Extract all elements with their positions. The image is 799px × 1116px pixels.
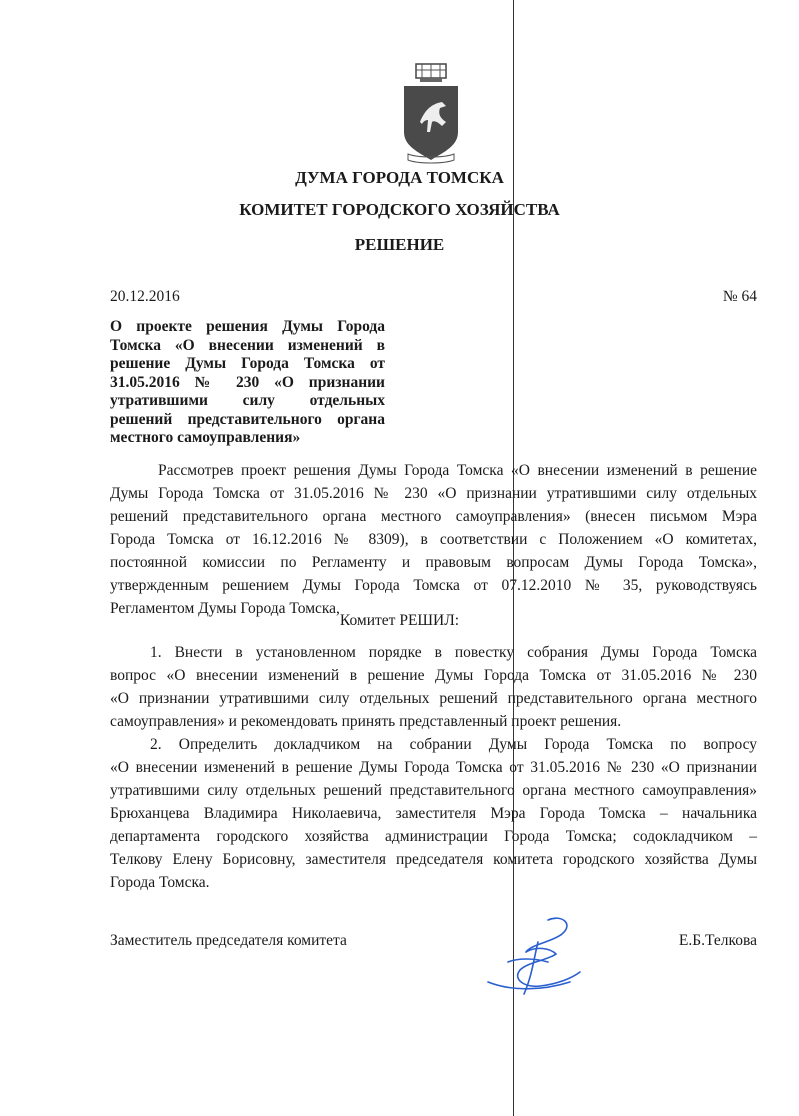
resolved-heading: Комитет РЕШИЛ:	[339, 612, 460, 629]
text-line: утвержденным решением Думы Города Томска от 07.12.2010 № 35, руководствуясь	[110, 577, 757, 594]
document-subject	[110, 318, 385, 448]
text-line: 1. Внести в установленном порядке в повестку собрания Думы Города Томска	[150, 644, 757, 661]
handwritten-signature	[478, 912, 588, 1002]
text-line: Телкову Елену Борисовну, заместителя председателя комитета городского хозяйства Думы	[110, 851, 757, 868]
text-line: Регламентом Думы Города Томска,	[110, 600, 340, 617]
item-1-paragraph	[110, 641, 757, 733]
org-title: ДУМА ГОРОДА ТОМСКА	[295, 168, 504, 187]
document-date: 20.12.2016	[110, 288, 180, 305]
signatory-name: Е.Б.Телкова	[678, 932, 757, 949]
subject-line: утратившими силу отдельных	[110, 392, 385, 409]
text-line: самоуправления» и рекомендовать принять представленный проект решения.	[110, 713, 622, 730]
text-line: вопрос «О внесении изменений в решение Думы Города Томска от 31.05.2016 № 230	[110, 667, 757, 684]
text-line: Рассмотрев проект решения Думы Города Томска «О внесении изменений в решение	[158, 462, 757, 479]
coat-of-arms-icon	[400, 62, 462, 166]
subject-line: О проекте решения Думы Города	[110, 318, 385, 335]
signatory-position: Заместитель председателя комитета	[110, 932, 347, 949]
text-line: департамента городского хозяйства администрации Города Томска; содокладчиком –	[110, 828, 757, 845]
text-line: решений представительного органа местного самоуправления» (внесен письмом Мэра	[110, 508, 757, 525]
text-line: «О внесении изменений в решение Думы Города Томска от 31.05.2016 № 230 «О признании	[110, 759, 757, 776]
text-line: Думы Города Томска от 31.05.2016 № 230 «О признании утратившими силу отдельных	[110, 485, 757, 502]
subject-line: местного самоуправления»	[110, 429, 301, 446]
text-line: Города Томска.	[110, 874, 210, 891]
item-2-paragraph	[110, 733, 757, 894]
subject-line: 31.05.2016 № 230 «О признании	[110, 373, 385, 391]
text-line: постоянной комиссии по Регламенту и правовым вопросам Думы Города Томска»,	[110, 554, 757, 571]
text-line: Брюханцева Владимира Николаевича, заместителя Мэра Города Томска – начальника	[110, 805, 757, 822]
text-line: 2. Определить докладчиком на собрании Думы Города Томска по вопросу	[150, 736, 757, 753]
preamble-paragraph	[110, 459, 757, 620]
document-number: № 64	[722, 288, 757, 305]
committee-title: КОМИТЕТ ГОРОДСКОГО ХОЗЯЙСТВА	[239, 200, 560, 219]
subject-line: решений представительного органа	[110, 410, 385, 428]
subject-line: Томска «О внесении изменений в	[110, 336, 385, 354]
text-line: Города Томска от 16.12.2016 № 8309), в соответствии с Положением «О комитетах,	[110, 531, 757, 548]
document-type: РЕШЕНИЕ	[354, 235, 445, 254]
text-line: утратившими силу отдельных решений представительного органа местного самоуправления»	[110, 782, 757, 799]
subject-line: решение Думы Города Томска от	[110, 355, 385, 372]
text-line: «О признании утратившими силу отдельных решений представительного органа местного	[110, 690, 757, 707]
